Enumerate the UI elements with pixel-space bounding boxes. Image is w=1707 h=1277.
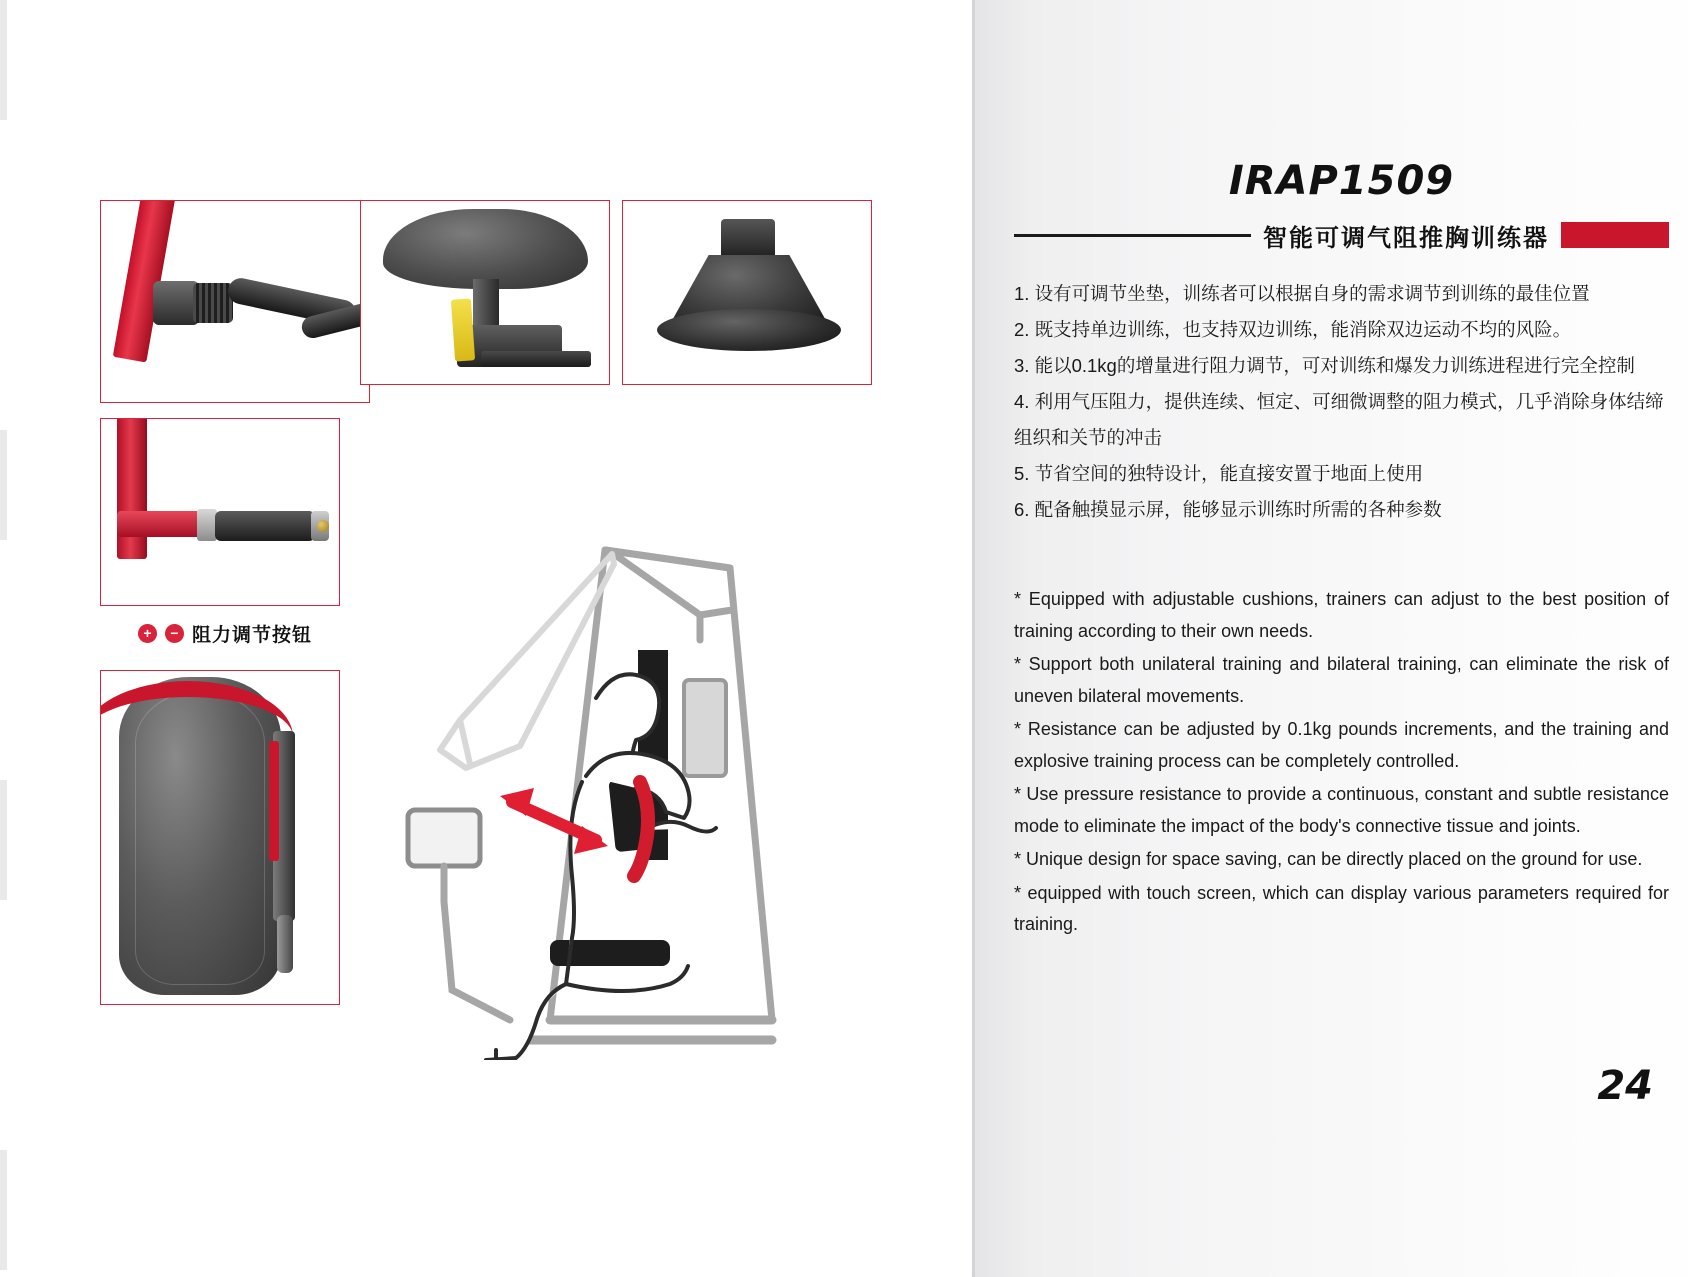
feature-cn-item: 6. 配备触摸显示屏，能够显示训练时所需的各种参数	[1014, 499, 1442, 521]
accent-block	[1561, 222, 1669, 248]
panel-divider	[972, 0, 975, 1277]
thumbnail-seat-cushion	[360, 200, 610, 385]
scan-edge-mark	[0, 0, 7, 120]
foam-grip	[215, 511, 315, 541]
thumbnail-adjustment-knob	[100, 200, 370, 403]
yellow-adjust-lever	[451, 298, 475, 361]
thumbnail-floor-foot	[622, 200, 872, 385]
features-chinese-list	[1014, 276, 1669, 528]
feature-en-item: * equipped with touch screen, which can display various parameters required for training.	[1014, 882, 1669, 935]
motion-arrow	[500, 788, 608, 854]
red-horizontal-tube	[117, 511, 203, 537]
adjust-pin	[277, 915, 293, 973]
feature-en-item: * Support both unilateral training and bilateral training, can eliminate the risk of uneven bilateral movements.	[1014, 654, 1669, 706]
page-title: IRAP1509	[1228, 158, 1455, 204]
subtitle-chinese: 智能可调气阻推胸训练器	[1263, 224, 1549, 252]
feature-en-item: * Resistance can be adjusted by 0.1kg pounds increments, and the training and explosive training process can be completely controlled.	[1014, 719, 1669, 771]
plus-icon: +	[138, 624, 157, 643]
product-text-panel	[972, 0, 1707, 1277]
red-frame-arc	[100, 681, 293, 767]
page-number: 24	[1597, 1063, 1653, 1109]
features-english-list	[1014, 584, 1669, 941]
caption-label: 阻力调节按钮	[191, 624, 312, 646]
knurled-knob	[193, 283, 233, 323]
red-clip	[269, 741, 279, 861]
seat-base-foot	[481, 351, 591, 367]
brass-pin	[317, 520, 329, 532]
title-rule	[1014, 234, 1251, 237]
foot-nut	[721, 219, 775, 259]
feature-en-item: * Unique design for space saving, can be directly placed on the ground for use.	[1014, 849, 1643, 870]
feature-cn-item: 5. 节省空间的独特设计，能直接安置于地面上使用	[1014, 463, 1424, 485]
feature-cn-item: 3. 能以0.1kg的增量进行阻力调节，可对训练和爆发力训练进程进行完全控制	[1014, 355, 1635, 377]
grip-ferrule	[197, 509, 217, 541]
machine-illustration	[400, 520, 960, 1060]
seat-cushion	[383, 209, 588, 289]
thumbnail-back-pad	[100, 670, 340, 1005]
feature-cn-item: 1. 设有可调节坐垫，训练者可以根据自身的需求调节到训练的最佳位置	[1014, 283, 1590, 304]
thumbnail-handle-grip	[100, 418, 340, 606]
feature-cn-item: 2. 既支持单边训练，也支持双边训练，能消除双边运动不均的风险。	[1014, 319, 1572, 341]
feature-en-item: * Equipped with adjustable cushions, trainers can adjust to the best position of training according to their own needs.	[1014, 589, 1669, 641]
foot-base-disc	[657, 309, 841, 351]
scan-edge-mark	[0, 430, 7, 540]
feature-en-item: * Use pressure resistance to provide a continuous, constant and subtle resistance mode to eliminate the impact of the body's connective tissue and joints.	[1014, 784, 1669, 836]
feature-cn-item: 4. 利用气压阻力，提供连续、恒定、可细微调整的阻力模式，几乎消除身体结缔组织和关节的冲击	[1014, 391, 1664, 449]
resistance-button-caption	[100, 615, 350, 651]
seat-post	[473, 279, 499, 327]
scan-edge-mark	[0, 1150, 7, 1270]
scan-edge-mark	[0, 780, 7, 900]
red-vertical-tube	[117, 418, 147, 559]
subtitle-row	[1014, 218, 1669, 252]
minus-icon: −	[165, 624, 184, 643]
